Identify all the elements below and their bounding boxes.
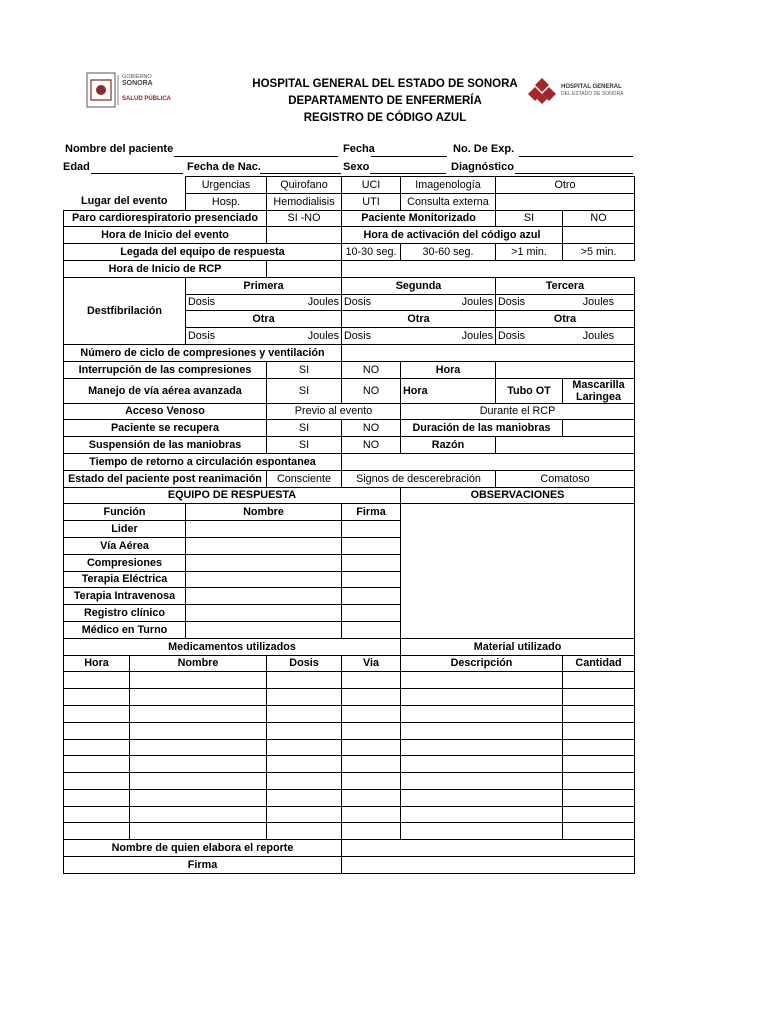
cell-monitored-si[interactable]: SI — [496, 210, 563, 227]
cell-comatose[interactable]: Comatoso — [496, 470, 635, 487]
logo-left-text-3: SALUD PÚBLICA — [122, 96, 171, 102]
label-third: Tercera — [496, 277, 635, 294]
doctor-sign[interactable] — [342, 621, 401, 638]
cell-quirofano[interactable]: Quirofano — [267, 177, 342, 194]
label-diagnosis: Diagnóstico — [451, 161, 514, 173]
label-patient-name: Nombre del paciente — [65, 143, 174, 155]
cell-imagenologia[interactable]: Imagenología — [401, 177, 496, 194]
compressions-sign[interactable] — [342, 554, 401, 571]
table-row — [64, 722, 635, 739]
exp-field[interactable] — [519, 156, 633, 157]
sonora-government-logo — [86, 72, 176, 108]
label-first: Primera — [186, 277, 342, 294]
cell-1min[interactable]: >1 min. — [496, 244, 563, 261]
cell-uci[interactable]: UCI — [342, 177, 401, 194]
label-second: Segunda — [342, 277, 496, 294]
cell-suspension-si[interactable]: SI — [267, 437, 342, 454]
sex-field[interactable] — [370, 173, 446, 174]
iv-name[interactable] — [186, 588, 342, 605]
record-sign[interactable] — [342, 605, 401, 622]
code-blue-form-table — [63, 176, 635, 874]
activation-time-field[interactable] — [563, 227, 635, 244]
label-activation-time: Hora de activación del código azul — [342, 227, 563, 244]
cell-recovers-si[interactable]: SI — [267, 420, 342, 437]
cell-interruption-si[interactable]: SI — [267, 361, 342, 378]
table-row — [64, 756, 635, 773]
diagnosis-field[interactable] — [515, 173, 633, 174]
label-venous-access: Acceso Venoso — [64, 403, 267, 420]
label-response-team: EQUIPO DE RESPUESTA — [64, 487, 401, 504]
logo-right-text-2: DEL ESTADO DE SONORA — [561, 91, 624, 97]
role-clinical-record: Registro clínico — [64, 605, 186, 622]
cell-prior[interactable]: Previo al evento — [267, 403, 401, 420]
document-header — [230, 76, 540, 127]
col-signature: Firma — [342, 504, 401, 521]
cell-10-30[interactable]: 10-30 seg. — [342, 244, 401, 261]
role-doctor: Médico en Turno — [64, 621, 186, 638]
electric-sign[interactable] — [342, 571, 401, 588]
reason-field[interactable] — [496, 437, 635, 454]
table-row — [64, 789, 635, 806]
cell-otro-blank[interactable] — [496, 193, 635, 210]
table-row — [64, 806, 635, 823]
col-function: Función — [64, 504, 186, 521]
table-row — [64, 689, 635, 706]
label-other-1: Otra — [186, 311, 342, 328]
role-airway: Vía Aérea — [64, 537, 186, 554]
label-defibrillation: Destfibrilación — [64, 277, 186, 344]
logo-left-text-1: GOBIERNO — [122, 74, 152, 80]
dose-5[interactable]: Dosis Joules — [342, 328, 496, 345]
cell-urgencias[interactable]: Urgencias — [186, 177, 267, 194]
label-arrest-witnessed: Paro cardiorespiratorio presenciado — [64, 210, 267, 227]
logo-left-text-2: SONORA — [122, 80, 153, 87]
label-advanced-airway: Manejo de vía aérea avanzada — [64, 378, 267, 403]
label-final-signature: Firma — [64, 857, 342, 874]
role-leader: Lider — [64, 521, 186, 538]
dose-6[interactable]: Dosis Joules — [496, 328, 635, 345]
rosc-field[interactable] — [342, 453, 635, 470]
col-description: Descripción — [401, 655, 563, 672]
label-other-2: Otra — [342, 311, 496, 328]
record-name[interactable] — [186, 605, 342, 622]
role-compressions: Compresiones — [64, 554, 186, 571]
header-line-1: HOSPITAL GENERAL DEL ESTADO DE SONORA — [252, 78, 518, 90]
airway-sign[interactable] — [342, 537, 401, 554]
cell-hosp[interactable]: Hosp. — [186, 193, 267, 210]
col-name: Nombre — [186, 504, 342, 521]
label-medications: Medicamentos utilizados — [64, 638, 401, 655]
header-line-3: REGISTRO DE CÓDIGO AZUL — [303, 112, 467, 124]
label-post-state: Estado del paciente post reanimación — [64, 470, 267, 487]
label-birthdate: Fecha de Nac. — [187, 161, 261, 173]
age-field[interactable] — [91, 173, 183, 174]
label-date: Fecha — [343, 143, 375, 155]
rcp-start-field[interactable] — [267, 260, 342, 277]
compressions-name[interactable] — [186, 554, 342, 571]
leader-sign[interactable] — [342, 521, 401, 538]
label-recovers: Paciente se recupera — [64, 420, 267, 437]
cell-otro[interactable]: Otro — [496, 177, 635, 194]
cell-monitored-no[interactable]: NO — [563, 210, 635, 227]
cell-tubo-ot[interactable]: Tubo OT — [496, 378, 563, 403]
cell-uti[interactable]: UTI — [342, 193, 401, 210]
label-airway-hour: Hora — [401, 378, 496, 403]
doctor-name[interactable] — [186, 621, 342, 638]
cell-conscious[interactable]: Consciente — [267, 470, 342, 487]
cell-si-no[interactable]: SI -NO — [267, 210, 342, 227]
cell-consulta[interactable]: Consulta externa — [401, 193, 496, 210]
col-hour: Hora — [64, 655, 130, 672]
table-row — [64, 705, 635, 722]
label-sex: Sexo — [343, 161, 370, 173]
label-hour: Hora — [401, 361, 496, 378]
duration-field[interactable] — [563, 420, 635, 437]
leader-name[interactable] — [186, 521, 342, 538]
logo-right-text-1: HOSPITAL GENERAL — [561, 84, 622, 90]
table-row — [64, 739, 635, 756]
event-start-field[interactable] — [267, 227, 342, 244]
table-row — [64, 773, 635, 790]
label-observations: OBSERVACIONES — [401, 487, 635, 504]
label-interruption: Interrupción de las compresiones — [64, 361, 267, 378]
label-duration: Duración de las maniobras — [401, 420, 563, 437]
label-team-arrival: Legada del equipo de respuesta — [64, 244, 342, 261]
dose-2[interactable]: Dosis Joules — [342, 294, 496, 311]
label-rcp-start: Hora de Inicio de RCP — [64, 260, 267, 277]
header-line-2: DEPARTAMENTO DE ENFERMERÍA — [288, 95, 482, 107]
label-reason: Razón — [401, 437, 496, 454]
table-row — [64, 672, 635, 689]
role-electric: Terapia Eléctrica — [64, 571, 186, 588]
cell-during[interactable]: Durante el RCP — [401, 403, 635, 420]
interruption-hour-field[interactable] — [496, 361, 635, 378]
table-row — [64, 823, 635, 840]
cell-5min[interactable]: >5 min. — [563, 244, 635, 261]
label-report-author: Nombre de quien elabora el reporte — [64, 840, 342, 857]
label-event-start: Hora de Inicio del evento — [64, 227, 267, 244]
label-age: Edad — [63, 161, 90, 173]
cell-mascarilla[interactable]: Mascarilla Laringea — [563, 378, 635, 403]
cycles-field[interactable] — [342, 344, 635, 361]
cell-30-60[interactable]: 30-60 seg. — [401, 244, 496, 261]
cell-decerebration[interactable]: Signos de descerebración — [342, 470, 496, 487]
label-rosc-time: Tiempo de retorno a circulación espontanea — [64, 453, 342, 470]
dose-1[interactable]: Dosis Joules — [186, 294, 342, 311]
col-route: Via — [342, 655, 401, 672]
label-suspension: Suspensión de las maniobras — [64, 437, 267, 454]
cell-recovers-no[interactable]: NO — [342, 420, 401, 437]
date-field[interactable] — [371, 156, 447, 157]
role-iv: Terapia Intravenosa — [64, 588, 186, 605]
iv-sign[interactable] — [342, 588, 401, 605]
label-material: Material utilizado — [401, 638, 635, 655]
cell-hemodialisis[interactable]: Hemodialisis — [267, 193, 342, 210]
col-med-name: Nombre — [130, 655, 267, 672]
cell-airway-no[interactable]: NO — [342, 378, 401, 403]
label-event-place: Lugar del evento — [81, 195, 168, 208]
cell-airway-si[interactable]: SI — [267, 378, 342, 403]
report-author-field[interactable] — [342, 840, 635, 857]
label-monitored: Paciente Monitorizado — [342, 210, 496, 227]
col-quantity: Cantidad — [563, 655, 635, 672]
label-other-3: Otra — [496, 311, 635, 328]
col-dose: Dosis — [267, 655, 342, 672]
electric-name[interactable] — [186, 571, 342, 588]
observations-field[interactable] — [401, 504, 635, 638]
cell-suspension-no[interactable]: NO — [342, 437, 401, 454]
label-exp: No. De Exp. — [453, 143, 515, 155]
airway-name[interactable] — [186, 537, 342, 554]
dose-4[interactable]: Dosis Joules — [186, 328, 342, 345]
birthdate-field[interactable] — [260, 173, 341, 174]
cell-interruption-no[interactable]: NO — [342, 361, 401, 378]
hospital-general-logo — [527, 76, 637, 106]
patient-name-field[interactable] — [174, 156, 338, 157]
final-signature-field[interactable] — [342, 857, 635, 874]
label-cycles: Número de ciclo de compresiones y ventilación — [64, 344, 342, 361]
dose-3[interactable]: Dosis Joules — [496, 294, 635, 311]
